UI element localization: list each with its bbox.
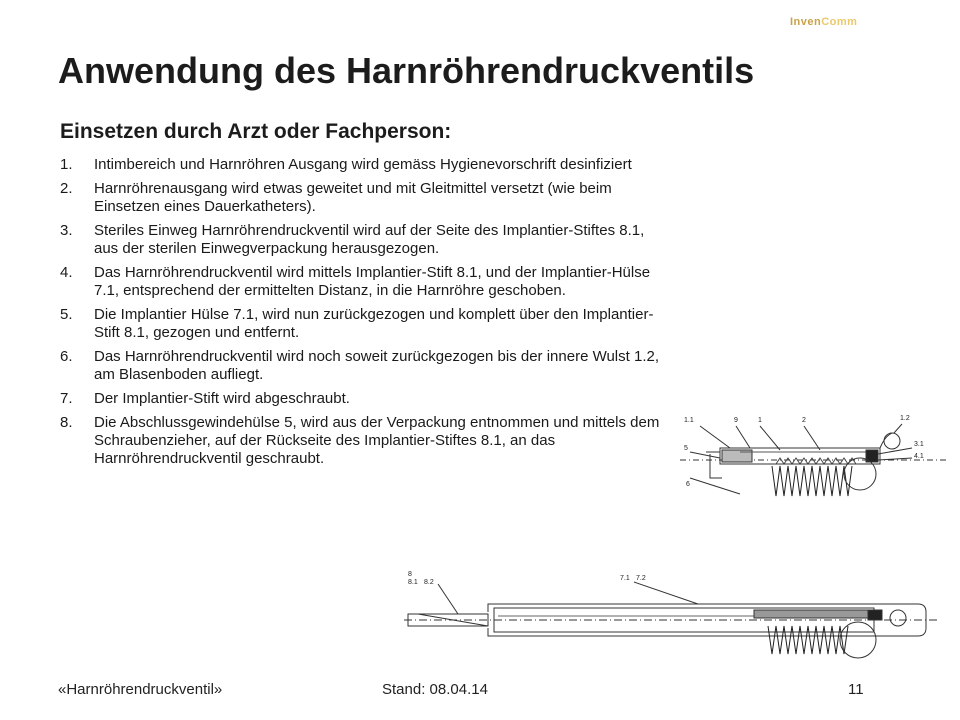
label-7-2: 7.2 (636, 575, 646, 582)
footer-product-name: «Harnröhrendruckventil» (58, 681, 223, 698)
step-text: Intimbereich und Harnröhren Ausgang wird gemäss Hygienevorschrift desinfiziert (94, 156, 632, 173)
step-text: Steriles Einweg Harnröhrendruckventil wird auf der Seite des Implantier-Stiftes 8.1, aus der sterilen Einwegverpackung herausgezogen. (94, 222, 645, 257)
label-8-1: 8.1 (408, 579, 418, 586)
steps-list (60, 156, 670, 474)
step-number: 8. (60, 414, 73, 431)
step-item (60, 414, 670, 468)
label-5: 5 (684, 445, 688, 452)
step-number: 6. (60, 348, 73, 365)
label-1: 1 (758, 417, 762, 424)
step-item (60, 306, 670, 342)
step-item (60, 390, 670, 408)
label-6: 6 (686, 481, 690, 488)
brand-logo (790, 16, 857, 28)
step-item (60, 348, 670, 384)
label-1-1: 1.1 (684, 417, 694, 424)
step-number: 5. (60, 306, 73, 323)
label-2: 2 (802, 417, 806, 424)
step-text: Das Harnröhrendruckventil wird mittels Implantier-Stift 8.1, und der Implantier-Hülse 7.1, entsprechend der ermittelten Distanz, in die Harnröhre geschoben. (94, 264, 651, 299)
label-7-1: 7.1 (620, 575, 630, 582)
step-item (60, 264, 670, 300)
step-number: 4. (60, 264, 73, 281)
label-9: 9 (734, 417, 738, 424)
step-item (60, 156, 670, 174)
slide-subtitle: Einsetzen durch Arzt oder Fachperson: (60, 120, 452, 143)
brand-logo-part1: Inven (790, 16, 822, 28)
label-8-2: 8.2 (424, 579, 434, 586)
step-text: Harnröhrenausgang wird etwas geweitet und mit Gleitmittel versetzt (wie beim Einsetzen eines Dauerkatheters). (94, 180, 612, 215)
step-number: 1. (60, 156, 73, 173)
step-item (60, 222, 670, 258)
implant-tool-drawing-bottom (398, 570, 938, 666)
brand-logo-part2: Comm (821, 16, 858, 28)
step-text: Die Implantier Hülse 7.1, wird nun zurückgezogen und komplett über den Implantier-Stift 8.1, gezogen und entfernt. (94, 306, 654, 341)
footer-date: Stand: 08.04.14 (382, 681, 488, 698)
step-number: 7. (60, 390, 73, 407)
label-3-1: 3.1 (914, 441, 924, 448)
label-8: 8 (408, 571, 412, 578)
step-number: 2. (60, 180, 73, 197)
step-text: Das Harnröhrendruckventil wird noch soweit zurückgezogen bis der innere Wulst 1.2, am Blasenboden aufliegt. (94, 348, 659, 383)
footer-page-number: 11 (848, 681, 864, 698)
slide-title: Anwendung des Harnröhrendruckventils (58, 50, 755, 91)
label-1-2: 1.2 (900, 415, 910, 422)
valve-drawing-top (680, 408, 950, 528)
step-text: Die Abschlussgewindehülse 5, wird aus der Verpackung entnommen und mittels dem Schraubenzieher, auf der Rückseite des Implantier-Stiftes 8.1, an das Harnröhrendruckventil geschraubt. (94, 414, 660, 467)
step-number: 3. (60, 222, 73, 239)
step-text: Der Implantier-Stift wird abgeschraubt. (94, 390, 350, 407)
step-item (60, 180, 670, 216)
label-4-1: 4.1 (914, 453, 924, 460)
